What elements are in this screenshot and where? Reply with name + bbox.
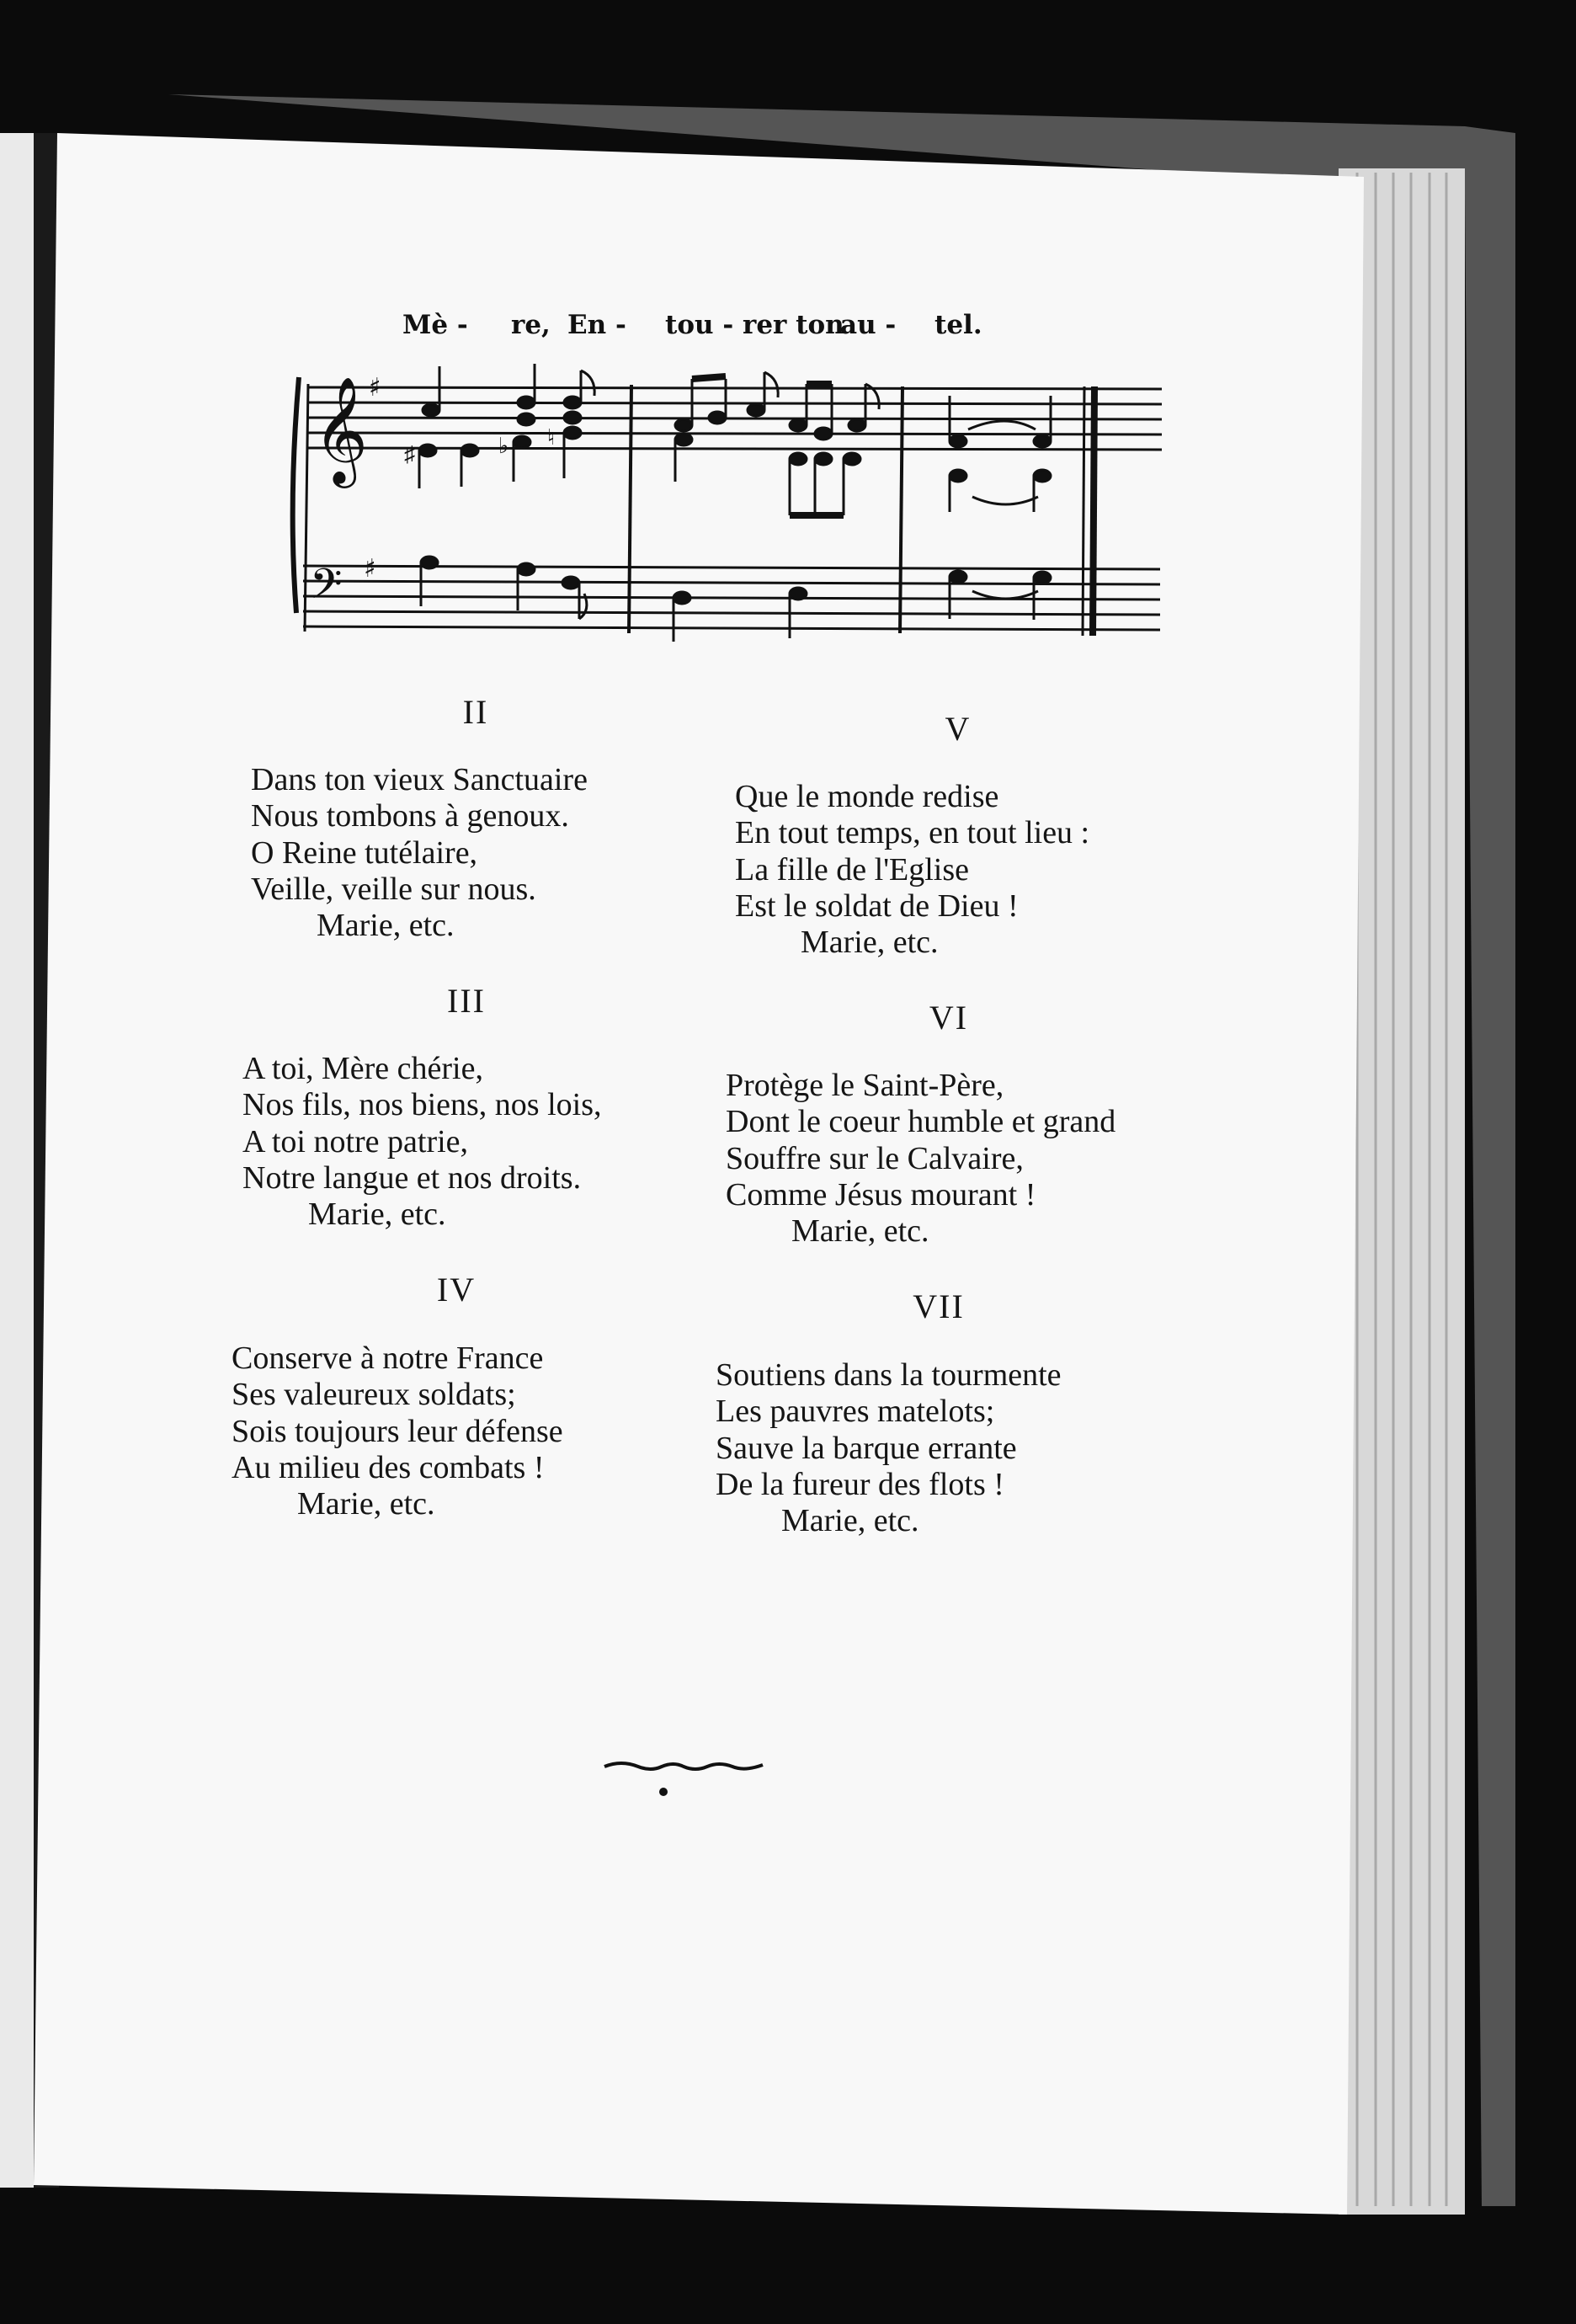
- bass-staff: [303, 566, 1160, 630]
- verse-line: Au milieu des combats !: [232, 1449, 545, 1485]
- verse-line: Protège le Saint-Père,: [726, 1068, 1004, 1103]
- verse-line: De la fureur des flots !: [716, 1466, 1004, 1502]
- verse-line: A toi, Mère chérie,: [242, 1051, 483, 1086]
- barline: [900, 386, 902, 633]
- verse-line: Dans ton vieux Sanctuaire: [251, 762, 588, 797]
- score-lyric: re,: [511, 310, 551, 340]
- system-line: [305, 384, 308, 632]
- verse-refrain: Marie, etc.: [308, 1197, 446, 1233]
- verse-number: VII: [913, 1287, 965, 1325]
- system-bracket: [293, 377, 299, 613]
- verse-line: O Reine tutélaire,: [251, 834, 478, 871]
- verse-line: La fille de l'Eglise: [735, 851, 970, 887]
- score-lyric: Mè -: [402, 310, 468, 340]
- verse-number: III: [447, 982, 486, 1020]
- final-barline-thick: [1093, 386, 1094, 636]
- svg-text:♮: ♮: [547, 425, 556, 450]
- verse-line: En tout temps, en tout lieu :: [735, 815, 1090, 851]
- verse-line: Comme Jésus mourant !: [726, 1176, 1036, 1213]
- svg-text:♯: ♯: [404, 442, 415, 466]
- verse-line: Sauve la barque errante: [716, 1430, 1017, 1466]
- verse-block: [251, 762, 588, 945]
- verse-line: A toi notre patrie,: [242, 1123, 469, 1159]
- verse-line: Que le monde redise: [735, 779, 999, 814]
- verse-line: Soutiens dans la tourmente: [716, 1357, 1062, 1393]
- verse-block: [735, 779, 1089, 962]
- verse-line: Notre langue et nos droits.: [242, 1159, 582, 1196]
- verse-number: V: [945, 710, 972, 748]
- verse-refrain: Marie, etc.: [791, 1213, 929, 1250]
- sharp-icon: ♯: [369, 373, 381, 402]
- barline: [629, 385, 631, 633]
- verse-line: Nous tombons à genoux.: [251, 798, 569, 834]
- treble-clef-icon: 𝄞: [313, 376, 369, 483]
- verse-refrain: Marie, etc.: [317, 908, 455, 944]
- svg-text:♭: ♭: [498, 434, 509, 458]
- final-barline-thin: [1083, 386, 1084, 636]
- verse-block: [716, 1357, 1062, 1540]
- verse-number: VI: [929, 999, 969, 1037]
- verse-line: Dont le coeur humble et grand: [726, 1104, 1116, 1140]
- verse-line: Nos fils, nos biens, nos lois,: [242, 1087, 602, 1123]
- score-lyric: au -: [840, 310, 897, 340]
- verse-line: Conserve à notre France: [232, 1341, 544, 1376]
- score-lyric: tel.: [934, 310, 982, 340]
- verse-block: [232, 1341, 563, 1523]
- verse-line: Les pauvres matelots;: [716, 1394, 995, 1430]
- verse-line: Sois toujours leur défense: [232, 1413, 563, 1449]
- verse-line: Souffre sur le Calvaire,: [726, 1140, 1024, 1176]
- bass-clef-icon: 𝄢: [310, 560, 343, 619]
- verse-refrain: Marie, etc.: [297, 1486, 435, 1522]
- verse-block: [726, 1068, 1115, 1250]
- score-lyric: tou - rer ton: [665, 310, 844, 340]
- verse-refrain: Marie, etc.: [801, 925, 939, 961]
- verse-line: Ses valeureux soldats;: [232, 1377, 516, 1413]
- verse-number: IV: [436, 1271, 477, 1309]
- verse-block: [242, 1051, 601, 1234]
- verse-line: Est le soldat de Dieu !: [735, 887, 1019, 924]
- verse-line: Veille, veille sur nous.: [251, 871, 536, 907]
- score-lyric: En -: [567, 310, 626, 340]
- sharp-icon: ♯: [364, 554, 376, 584]
- verse-number: II: [462, 693, 489, 731]
- verse-refrain: Marie, etc.: [781, 1503, 919, 1539]
